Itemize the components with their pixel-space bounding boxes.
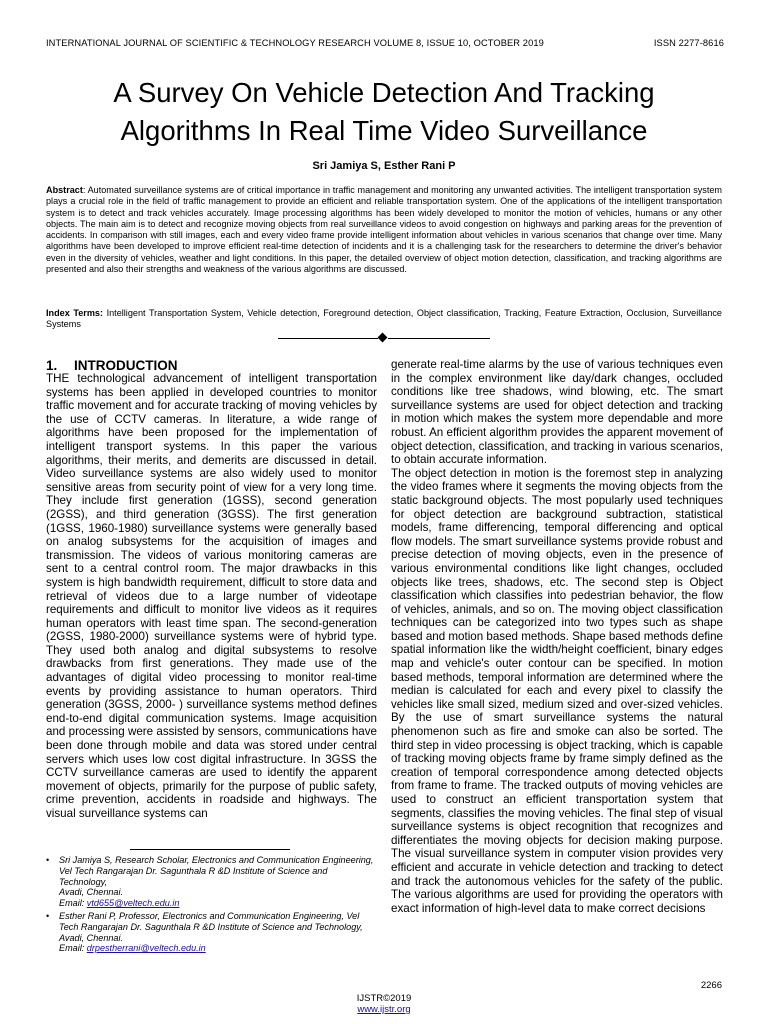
section-number: 1. — [46, 358, 58, 373]
footnote-email-line — [59, 898, 377, 909]
paragraph: The object detection in motion is the foremost step in analyzing the video frames where it segments the moving objects from the static background objects. The most popularly used techniques for object detection are background subtraction, statistical models, frame differencing, temporal differencing and optical flow models. The smart surveillance systems provide robust and precise detection of moving objects, even in the presence of various environmental conditions like light changes, occluded objects like trees, shadows, etc. The second step is Object classification which classifies into pedestrian behavior, the flow of vehicles, animals, and so on. The moving object classification techniques can be categorized into two types such as shape based and motion based methods. Shape based methods define spatial information like the width/height coefficient, binary edges map and vehicle's outer contour can be specified. In motion based methods, temporal information are determined where the median is calculated for each and every pixel to classify the vehicles like small sized, medium sized and over-sized vehicles. By the use of smart surveillance systems the natural phenomenon such as fire and smoke can also be sorted. The third step in video processing is object tracking, which is capable of tracking moving objects frame by frame simply defined as the creation of temporal correspondence among detected objects from frame to frame. The tracked outputs of moving vehicles are used to construct an efficient transportation system that segments, classifies the moving vehicles. The final step of visual surveillance systems is object recognition that recognizes and differentiates the moving objects for decision making purpose. The visual surveillance system in computer vision provides very efficient and accurate in vehicle detection and tracking to detect and track the autonomous vehicles for the safety of the public. The various algorithms are used for providing the operators with exact information of high-level data to make correct decisions — [391, 466, 723, 915]
footnote-affiliation: Sri Jamiya S, Research Scholar, Electronics and Communication Engineering, Vel Tech Rangarajan Dr. Sagunthala R &D Institute of Science and Technology, — [59, 855, 374, 887]
title-line-2: Algorithms In Real Time Video Surveillance — [120, 115, 648, 146]
bullet-icon: • — [46, 910, 50, 921]
page-footer — [0, 993, 768, 1015]
email-label: Email: — [59, 943, 87, 954]
running-header — [46, 38, 724, 52]
section-heading — [46, 358, 178, 373]
journal-header: INTERNATIONAL JOURNAL OF SCIENTIFIC & TECHNOLOGY RESEARCH VOLUME 8, ISSUE 10, OCTOBER 2019 — [46, 38, 544, 48]
email-label: Email: — [59, 898, 87, 909]
left-column-body: THE technological advancement of intelligent transportation systems has been applied in developed countries to monitor traffic movement and for accurate tracking of moving vehicles by the use of CCTV cameras. In literature, a wide range of algorithms have been proposed for the implementation of intelligent transport systems. In this paper the various algorithms, their merits, and demerits are discussed in detail. Video surveillance systems are also widely used to monitor sensitive areas from security point of view for a very long time. They include first generation (1GSS), second generation (2GSS), and third generation (3GSS). The first generation (1GSS, 1960-1980) surveillance systems were generally based on analog subsystems for the acquisition of images and transmission. The videos of various monitoring cameras are sent to a central control room. The major drawbacks in this system is high bandwidth requirement, difficult to store data and retrieval of videos due to a large number of videotape requirements and difficult to monitor live videos as it requires human operators with least time span. The second-generation (2GSS, 1980-2000) surveillance systems were of hybrid type. They used both analog and digital subsystems to resolve drawbacks from first generations. They made use of the advantages of digital video processing to monitor real-time events by providing assistance to human operators. Third generation (3GSS, 2000- ) surveillance systems method defines end-to-end digital communication systems. Image acquisition and processing were assisted by sensors, communications have been done through mobile and data was stored under central servers which uses low cost digital infrastructure. In 3GSS the CCTV surveillance cameras are used to identify the apparent movement of objects, primarily for the purpose of public safety, crime prevention, accidents in roadside and highways. The visual surveillance systems can — [46, 372, 377, 820]
bullet-icon: • — [46, 855, 50, 865]
title-line-1: A Survey On Vehicle Detection And Tracking — [113, 77, 655, 108]
footnotes — [46, 855, 377, 956]
paragraph: generate real-time alarms by the use of various techniques even in the complex environment like day/dark changes, occluded conditions like tree shadows, wind blowing, etc. The smart surveillance systems are used for object detection and tracking in motion which makes the system more dependable and more robust. An efficient algorithm provides the apparent movement of object detection, classification, and tracking in various scenarios, to obtain accurate information. — [391, 358, 723, 467]
divider-line-right — [388, 338, 490, 339]
authors: Sri Jamiya S, Esther Rani P — [312, 160, 456, 172]
footnote-rule — [130, 849, 290, 850]
section-title: INTRODUCTION — [74, 358, 178, 373]
divider-line-left — [278, 338, 378, 339]
paper-title — [40, 74, 728, 150]
index-terms-text: Intelligent Transportation System, Vehicle detection, Foreground detection, Object classification, Tracking, Feature Extraction, Occlusion, Surveillance Systems — [46, 308, 722, 330]
footnote-city: Avadi, Chennai. — [59, 887, 124, 898]
divider-diamond-icon — [378, 333, 388, 343]
issn: ISSN 2277-8616 — [653, 38, 724, 48]
right-column-body — [391, 358, 723, 915]
email-link[interactable]: vtd655@veltech.edu.in — [86, 898, 180, 909]
abstract-label: Abstract — [46, 185, 83, 195]
index-terms-label: Index Terms: — [46, 308, 103, 318]
footer-copyright: IJSTR©2019 — [356, 993, 412, 1004]
page-number: 2266 — [700, 980, 722, 991]
footnote-author-2 — [46, 911, 377, 954]
section-divider — [278, 333, 490, 343]
footnote-affiliation: Esther Rani P, Professor, Electronics and Communication Engineering, Vel Tech Rangarajan Dr. Sagunthala R &D Institute of Science and Technology, — [59, 910, 363, 932]
abstract-text: : Automated surveillance systems are of critical importance in traffic management and monitoring any unwanted activities. The intelligent transportation system plays a crucial role in the field of traffic management to provide an efficient and reliable transportation system. One of the applications of the intelligent transportation system is to detect and track vehicles accurately. Image processing algorithms has been widely developed to monitor the motion of vehicles, humans or any other objects. The main aim is to detect and recognize moving objects from real surveillance videos to avoid congestion on highways and parking areas for the prevention of accidents. In comparison with still images, each and every video frame provide intelligent information about vehicles in various scenarios that change over time. Many algorithms have been developed to improve efficient real-time detection of incidents and it is a challenging task for the researchers to determine the driver's behavior even in the diversity of vehicles, weather and light conditions. In this paper, the detailed overview of object motion detection, classification, and tracking algorithms are presented and also their strengths and weakness of the various algorithms are discussed. — [46, 185, 722, 275]
abstract — [46, 185, 722, 275]
footnote-email-line — [59, 943, 377, 954]
footnote-city: Avadi, Chennai. — [59, 932, 124, 943]
email-link[interactable]: drpestherrani@veltech.edu.in — [86, 943, 206, 954]
footer-url-link[interactable]: www.ijstr.org — [357, 1004, 411, 1015]
index-terms — [46, 308, 722, 331]
footnote-author-1 — [46, 855, 377, 909]
